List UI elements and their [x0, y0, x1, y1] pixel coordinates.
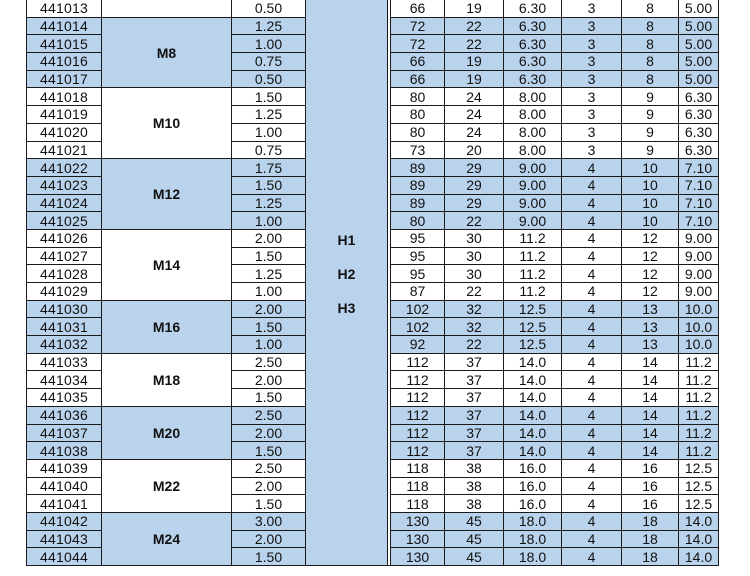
pitch-cell: 2.00: [232, 229, 306, 247]
pitch-cell: 1.50: [232, 389, 306, 407]
overall-length-cell: 89: [391, 194, 445, 212]
square-length-cell: 12: [622, 265, 679, 283]
shank-diameter-cell: 12.5: [504, 300, 562, 318]
square-length-cell: 10: [622, 212, 679, 230]
article-code-cell: 441030: [27, 300, 102, 318]
square-size-cell: 6.30: [679, 141, 719, 159]
overall-length-cell: 112: [391, 442, 445, 460]
article-code-cell: 441027: [27, 247, 102, 265]
thread-length-cell: 24: [445, 106, 504, 124]
pitch-cell: 2.00: [232, 530, 306, 548]
thread-size-cell: M14: [102, 229, 232, 300]
flutes-cell: 4: [562, 194, 622, 212]
shank-diameter-cell: 9.00: [504, 159, 562, 177]
square-size-cell: 10.0: [679, 318, 719, 336]
shank-diameter-cell: 14.0: [504, 371, 562, 389]
article-code-cell: 441040: [27, 477, 102, 495]
article-code-cell: 441038: [27, 442, 102, 460]
tolerance-class-label: H2: [337, 265, 356, 282]
article-code-cell: 441044: [27, 548, 102, 566]
overall-length-cell: 66: [391, 70, 445, 88]
pitch-cell: 1.25: [232, 17, 306, 35]
flutes-cell: 4: [562, 300, 622, 318]
pitch-cell: 1.50: [232, 495, 306, 513]
shank-diameter-cell: 12.5: [504, 336, 562, 354]
overall-length-cell: 72: [391, 17, 445, 35]
pitch-cell: 1.00: [232, 123, 306, 141]
overall-length-cell: 80: [391, 88, 445, 106]
overall-length-cell: 112: [391, 371, 445, 389]
article-code-cell: 441017: [27, 70, 102, 88]
thread-length-cell: 19: [445, 70, 504, 88]
square-size-cell: 11.2: [679, 442, 719, 460]
thread-length-cell: 45: [445, 548, 504, 566]
pitch-cell: 1.25: [232, 106, 306, 124]
pitch-cell: 2.50: [232, 406, 306, 424]
flutes-cell: 4: [562, 229, 622, 247]
square-length-cell: 14: [622, 371, 679, 389]
pitch-cell: 1.00: [232, 336, 306, 354]
square-length-cell: 10: [622, 159, 679, 177]
square-length-cell: 9: [622, 123, 679, 141]
article-code-cell: 441035: [27, 389, 102, 407]
article-code-cell: 441014: [27, 17, 102, 35]
square-size-cell: 6.30: [679, 123, 719, 141]
flutes-cell: 4: [562, 530, 622, 548]
article-code-cell: 441041: [27, 495, 102, 513]
thread-length-cell: 38: [445, 459, 504, 477]
pitch-cell: 2.50: [232, 353, 306, 371]
shank-diameter-cell: 6.30: [504, 0, 562, 17]
article-code-cell: 441021: [27, 141, 102, 159]
overall-length-cell: 66: [391, 53, 445, 71]
flutes-cell: 4: [562, 283, 622, 301]
square-length-cell: 13: [622, 336, 679, 354]
square-length-cell: 9: [622, 141, 679, 159]
overall-length-cell: 89: [391, 176, 445, 194]
square-size-cell: 6.30: [679, 88, 719, 106]
flutes-cell: 3: [562, 17, 622, 35]
thread-length-cell: 29: [445, 159, 504, 177]
pitch-cell: 1.00: [232, 283, 306, 301]
tolerance-class-label: H1: [337, 231, 356, 248]
square-size-cell: 14.0: [679, 530, 719, 548]
overall-length-cell: 112: [391, 424, 445, 442]
thread-length-cell: 38: [445, 477, 504, 495]
square-size-cell: 14.0: [679, 512, 719, 530]
shank-diameter-cell: 16.0: [504, 459, 562, 477]
square-size-cell: 7.10: [679, 159, 719, 177]
flutes-cell: 4: [562, 442, 622, 460]
square-size-cell: 10.0: [679, 336, 719, 354]
square-length-cell: 10: [622, 194, 679, 212]
article-code-cell: 441034: [27, 371, 102, 389]
thread-length-cell: 19: [445, 53, 504, 71]
overall-length-cell: 130: [391, 512, 445, 530]
square-length-cell: 8: [622, 53, 679, 71]
square-length-cell: 14: [622, 442, 679, 460]
shank-diameter-cell: 16.0: [504, 477, 562, 495]
square-size-cell: 11.2: [679, 353, 719, 371]
square-length-cell: 14: [622, 406, 679, 424]
square-length-cell: 9: [622, 106, 679, 124]
flutes-cell: 4: [562, 318, 622, 336]
overall-length-cell: 112: [391, 389, 445, 407]
pitch-cell: 1.50: [232, 548, 306, 566]
square-size-cell: 12.5: [679, 459, 719, 477]
thread-size-cell: M20: [102, 406, 232, 459]
square-size-cell: 11.2: [679, 406, 719, 424]
square-size-cell: 12.5: [679, 495, 719, 513]
thread-length-cell: 30: [445, 247, 504, 265]
overall-length-cell: 130: [391, 530, 445, 548]
flutes-cell: 4: [562, 477, 622, 495]
square-length-cell: 14: [622, 389, 679, 407]
pitch-cell: 0.50: [232, 70, 306, 88]
flutes-cell: 4: [562, 176, 622, 194]
thread-size-cell: M12: [102, 159, 232, 230]
thread-length-cell: 22: [445, 17, 504, 35]
article-code-cell: 441039: [27, 459, 102, 477]
pitch-cell: 0.50: [232, 0, 306, 17]
article-code-cell: 441016: [27, 53, 102, 71]
article-code-cell: 441037: [27, 424, 102, 442]
thread-length-cell: 19: [445, 0, 504, 17]
shank-diameter-cell: 14.0: [504, 353, 562, 371]
shank-diameter-cell: 16.0: [504, 495, 562, 513]
shank-diameter-cell: 9.00: [504, 176, 562, 194]
square-length-cell: 14: [622, 353, 679, 371]
flutes-cell: 4: [562, 336, 622, 354]
overall-length-cell: 112: [391, 406, 445, 424]
square-size-cell: 9.00: [679, 247, 719, 265]
square-length-cell: 13: [622, 318, 679, 336]
thread-length-cell: 30: [445, 229, 504, 247]
spec-table-body: [27, 0, 719, 566]
thread-length-cell: 32: [445, 318, 504, 336]
pitch-cell: 1.00: [232, 35, 306, 53]
flutes-cell: 3: [562, 35, 622, 53]
square-size-cell: 7.10: [679, 212, 719, 230]
thread-length-cell: 45: [445, 530, 504, 548]
shank-diameter-cell: 6.30: [504, 35, 562, 53]
thread-length-cell: 37: [445, 406, 504, 424]
overall-length-cell: 66: [391, 0, 445, 17]
thread-size-cell: M18: [102, 353, 232, 406]
shank-diameter-cell: 14.0: [504, 406, 562, 424]
square-size-cell: 9.00: [679, 283, 719, 301]
shank-diameter-cell: 8.00: [504, 88, 562, 106]
square-length-cell: 8: [622, 17, 679, 35]
thread-size-cell: M10: [102, 88, 232, 159]
square-size-cell: 11.2: [679, 371, 719, 389]
thread-size-cell: [102, 0, 232, 17]
thread-size-cell: M16: [102, 300, 232, 353]
shank-diameter-cell: 8.00: [504, 141, 562, 159]
pitch-cell: 2.50: [232, 459, 306, 477]
pitch-cell: 2.00: [232, 371, 306, 389]
spec-sheet: [26, 0, 718, 566]
pitch-cell: 2.00: [232, 477, 306, 495]
thread-length-cell: 24: [445, 88, 504, 106]
overall-length-cell: 80: [391, 106, 445, 124]
flutes-cell: 4: [562, 371, 622, 389]
shank-diameter-cell: 11.2: [504, 229, 562, 247]
square-length-cell: 18: [622, 530, 679, 548]
square-length-cell: 8: [622, 35, 679, 53]
overall-length-cell: 102: [391, 300, 445, 318]
overall-length-cell: 102: [391, 318, 445, 336]
shank-diameter-cell: 14.0: [504, 442, 562, 460]
square-length-cell: 14: [622, 424, 679, 442]
tap-spec-table: [26, 0, 719, 566]
square-size-cell: 11.2: [679, 389, 719, 407]
square-length-cell: 13: [622, 300, 679, 318]
flutes-cell: 3: [562, 0, 622, 17]
square-length-cell: 12: [622, 229, 679, 247]
square-length-cell: 16: [622, 459, 679, 477]
article-code-cell: 441022: [27, 159, 102, 177]
article-code-cell: 441025: [27, 212, 102, 230]
square-size-cell: 14.0: [679, 548, 719, 566]
tolerance-class-cell: [306, 0, 388, 566]
shank-diameter-cell: 18.0: [504, 512, 562, 530]
article-code-cell: 441019: [27, 106, 102, 124]
shank-diameter-cell: 6.30: [504, 70, 562, 88]
square-length-cell: 16: [622, 477, 679, 495]
article-code-cell: 441042: [27, 512, 102, 530]
article-code-cell: 441029: [27, 283, 102, 301]
overall-length-cell: 118: [391, 477, 445, 495]
shank-diameter-cell: 14.0: [504, 424, 562, 442]
square-length-cell: 8: [622, 70, 679, 88]
thread-length-cell: 20: [445, 141, 504, 159]
shank-diameter-cell: 8.00: [504, 123, 562, 141]
square-size-cell: 5.00: [679, 0, 719, 17]
thread-length-cell: 45: [445, 512, 504, 530]
overall-length-cell: 95: [391, 229, 445, 247]
flutes-cell: 4: [562, 459, 622, 477]
thread-length-cell: 22: [445, 283, 504, 301]
overall-length-cell: 92: [391, 336, 445, 354]
square-size-cell: 5.00: [679, 17, 719, 35]
shank-diameter-cell: 9.00: [504, 212, 562, 230]
pitch-cell: 1.50: [232, 247, 306, 265]
flutes-cell: 4: [562, 265, 622, 283]
flutes-cell: 3: [562, 141, 622, 159]
square-size-cell: 7.10: [679, 176, 719, 194]
thread-length-cell: 22: [445, 336, 504, 354]
flutes-cell: 3: [562, 106, 622, 124]
flutes-cell: 4: [562, 495, 622, 513]
thread-length-cell: 37: [445, 353, 504, 371]
thread-length-cell: 37: [445, 424, 504, 442]
overall-length-cell: 80: [391, 123, 445, 141]
thread-length-cell: 29: [445, 194, 504, 212]
overall-length-cell: 118: [391, 495, 445, 513]
pitch-cell: 2.00: [232, 300, 306, 318]
square-length-cell: 9: [622, 88, 679, 106]
shank-diameter-cell: 8.00: [504, 106, 562, 124]
pitch-cell: 0.75: [232, 53, 306, 71]
article-code-cell: 441024: [27, 194, 102, 212]
flutes-cell: 3: [562, 123, 622, 141]
article-code-cell: 441013: [27, 0, 102, 17]
pitch-cell: 1.25: [232, 194, 306, 212]
pitch-cell: 1.50: [232, 88, 306, 106]
pitch-cell: 0.75: [232, 141, 306, 159]
overall-length-cell: 118: [391, 459, 445, 477]
thread-size-cell: M8: [102, 17, 232, 88]
article-code-cell: 441028: [27, 265, 102, 283]
square-size-cell: 9.00: [679, 265, 719, 283]
thread-size-cell: M24: [102, 512, 232, 565]
square-size-cell: 5.00: [679, 35, 719, 53]
square-size-cell: 9.00: [679, 229, 719, 247]
shank-diameter-cell: 18.0: [504, 548, 562, 566]
article-code-cell: 441036: [27, 406, 102, 424]
article-code-cell: 441026: [27, 229, 102, 247]
square-length-cell: 10: [622, 176, 679, 194]
shank-diameter-cell: 11.2: [504, 265, 562, 283]
thread-length-cell: 37: [445, 371, 504, 389]
square-size-cell: 6.30: [679, 106, 719, 124]
tolerance-class-label: H3: [337, 299, 356, 316]
shank-diameter-cell: 12.5: [504, 318, 562, 336]
square-length-cell: 12: [622, 247, 679, 265]
shank-diameter-cell: 14.0: [504, 389, 562, 407]
overall-length-cell: 80: [391, 212, 445, 230]
article-code-cell: 441018: [27, 88, 102, 106]
thread-length-cell: 37: [445, 389, 504, 407]
overall-length-cell: 87: [391, 283, 445, 301]
thread-length-cell: 37: [445, 442, 504, 460]
article-code-cell: 441033: [27, 353, 102, 371]
thread-size-cell: M22: [102, 459, 232, 512]
overall-length-cell: 73: [391, 141, 445, 159]
pitch-cell: 1.75: [232, 159, 306, 177]
article-code-cell: 441023: [27, 176, 102, 194]
flutes-cell: 3: [562, 53, 622, 71]
pitch-cell: 2.00: [232, 424, 306, 442]
square-size-cell: 12.5: [679, 477, 719, 495]
pitch-cell: 1.50: [232, 442, 306, 460]
pitch-cell: 1.25: [232, 265, 306, 283]
square-length-cell: 16: [622, 495, 679, 513]
square-length-cell: 18: [622, 548, 679, 566]
shank-diameter-cell: 6.30: [504, 17, 562, 35]
thread-length-cell: 24: [445, 123, 504, 141]
flutes-cell: 4: [562, 159, 622, 177]
pitch-cell: 1.50: [232, 318, 306, 336]
overall-length-cell: 89: [391, 159, 445, 177]
flutes-cell: 4: [562, 548, 622, 566]
article-code-cell: 441020: [27, 123, 102, 141]
flutes-cell: 4: [562, 353, 622, 371]
flutes-cell: 3: [562, 88, 622, 106]
overall-length-cell: 130: [391, 548, 445, 566]
thread-length-cell: 38: [445, 495, 504, 513]
overall-length-cell: 112: [391, 353, 445, 371]
table-row: [27, 0, 719, 17]
flutes-cell: 4: [562, 389, 622, 407]
flutes-cell: 4: [562, 247, 622, 265]
square-size-cell: 5.00: [679, 70, 719, 88]
pitch-cell: 1.00: [232, 212, 306, 230]
article-code-cell: 441032: [27, 336, 102, 354]
article-code-cell: 441015: [27, 35, 102, 53]
article-code-cell: 441043: [27, 530, 102, 548]
thread-length-cell: 22: [445, 212, 504, 230]
square-length-cell: 12: [622, 283, 679, 301]
article-code-cell: 441031: [27, 318, 102, 336]
overall-length-cell: 95: [391, 265, 445, 283]
flutes-cell: 4: [562, 424, 622, 442]
thread-length-cell: 32: [445, 300, 504, 318]
square-size-cell: 5.00: [679, 53, 719, 71]
thread-length-cell: 29: [445, 176, 504, 194]
square-length-cell: 18: [622, 512, 679, 530]
overall-length-cell: 95: [391, 247, 445, 265]
square-length-cell: 8: [622, 0, 679, 17]
flutes-cell: 4: [562, 512, 622, 530]
overall-length-cell: 72: [391, 35, 445, 53]
shank-diameter-cell: 11.2: [504, 247, 562, 265]
flutes-cell: 4: [562, 212, 622, 230]
flutes-cell: 4: [562, 406, 622, 424]
shank-diameter-cell: 9.00: [504, 194, 562, 212]
shank-diameter-cell: 6.30: [504, 53, 562, 71]
flutes-cell: 3: [562, 70, 622, 88]
pitch-cell: 3.00: [232, 512, 306, 530]
square-size-cell: 10.0: [679, 300, 719, 318]
square-size-cell: 7.10: [679, 194, 719, 212]
shank-diameter-cell: 11.2: [504, 283, 562, 301]
pitch-cell: 1.50: [232, 176, 306, 194]
thread-length-cell: 30: [445, 265, 504, 283]
square-size-cell: 11.2: [679, 424, 719, 442]
shank-diameter-cell: 18.0: [504, 530, 562, 548]
thread-length-cell: 22: [445, 35, 504, 53]
